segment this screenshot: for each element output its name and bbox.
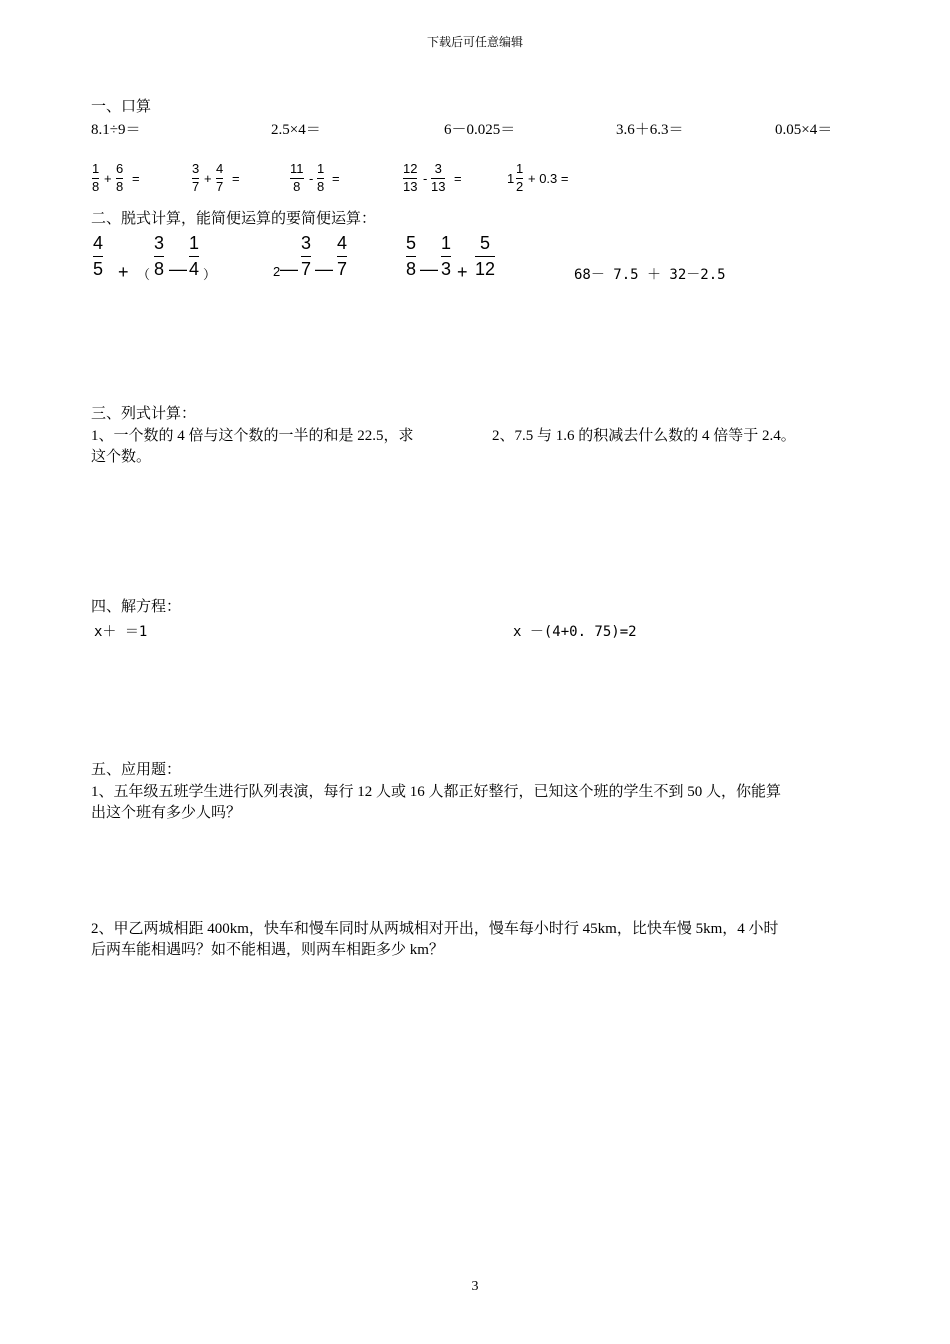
numerator: 1 — [92, 161, 100, 176]
denominator: 7 — [337, 259, 348, 279]
equals-sign: = — [232, 171, 240, 186]
equation-2: x －(4+0. 75)=2 — [513, 624, 637, 640]
whole-number: 1 — [507, 171, 515, 186]
fraction — [216, 162, 223, 194]
numerator: 4 — [93, 233, 104, 253]
right-paren: ） — [203, 267, 217, 282]
numerator: 12 — [403, 161, 418, 176]
minus-sign: — — [315, 259, 333, 279]
plus-sign: + — [118, 262, 129, 282]
numerator: 3 — [301, 233, 312, 253]
numerator: 6 — [116, 161, 124, 176]
denominator: 8 — [293, 179, 301, 194]
denominator: 7 — [301, 259, 312, 279]
minus-sign: - — [309, 171, 314, 186]
numerator: 1 — [441, 233, 452, 253]
problem-1-line-1: 1、五年级五班学生进行队列表演，每行 12 人或 16 人都正好整行，已知这个班的学生不到 50 人，你能算 — [91, 784, 782, 800]
fraction — [441, 233, 451, 279]
fraction-bar — [189, 256, 199, 257]
numerator: 5 — [406, 233, 417, 253]
numerator: 1 — [189, 233, 200, 253]
fraction — [337, 233, 347, 279]
denominator: 13 — [403, 179, 418, 194]
section5-title: 五、应用题： — [91, 762, 182, 778]
oral-item-5: 0.05×4＝ — [775, 122, 833, 138]
equals-sign: = — [132, 171, 140, 186]
equation-1: x＋ ＝1 — [94, 624, 148, 640]
numerator: 3 — [192, 161, 200, 176]
fraction — [93, 233, 103, 279]
fraction — [189, 233, 199, 279]
numerator: 5 — [480, 233, 491, 253]
denominator: 8 — [317, 179, 325, 194]
fraction-bar — [475, 256, 495, 257]
numerator: 4 — [216, 161, 224, 176]
question-1-line-1: 1、一个数的 4 倍与这个数的一半的和是 22.5，求 — [91, 428, 414, 444]
section3-title: 三、列式计算： — [91, 406, 197, 422]
minus-sign: - — [423, 171, 428, 186]
oral-item-3: 6－0.025＝ — [444, 122, 516, 138]
fraction — [317, 162, 324, 194]
number-two: 2 — [273, 264, 281, 279]
fraction-bar — [154, 256, 164, 257]
fraction-bar — [337, 256, 347, 257]
fraction — [116, 162, 123, 194]
denominator: 12 — [475, 259, 496, 279]
oral-item-2: 2.5×4＝ — [271, 122, 321, 138]
denominator: 7 — [192, 179, 200, 194]
oral-item-1: 8.1÷9＝ — [91, 122, 141, 138]
question-2: 2、7.5 与 1.6 的积减去什么数的 4 倍等于 2.4。 — [492, 428, 796, 444]
plus-sign: + — [204, 171, 212, 186]
fraction — [301, 233, 311, 279]
section4-title: 四、解方程： — [91, 599, 182, 615]
oral-item-4: 3.6＋6.3＝ — [616, 122, 684, 138]
fraction-bar — [441, 256, 451, 257]
fraction — [154, 233, 164, 279]
expression-tail: + 0.3 = — [528, 171, 569, 186]
minus-sign: — — [280, 259, 298, 279]
fraction — [406, 233, 416, 279]
denominator: 7 — [216, 179, 224, 194]
denominator: 13 — [431, 179, 446, 194]
problem-2-line-2: 后两车能相遇吗？如不能相遇，则两车相距多少 km？ — [91, 942, 444, 958]
numerator: 1 — [516, 161, 524, 176]
minus-sign: — — [169, 259, 187, 279]
numerator: 4 — [337, 233, 348, 253]
numerator: 11 — [290, 161, 304, 176]
fraction-bar — [93, 256, 103, 257]
numerator: 3 — [154, 233, 165, 253]
section1-title: 一、口算 — [91, 99, 152, 115]
plus-sign: + — [104, 171, 112, 186]
fraction-bar — [301, 256, 311, 257]
numerator: 3 — [434, 161, 442, 176]
question-1-line-2: 这个数。 — [91, 449, 152, 465]
denominator: 8 — [406, 259, 417, 279]
fraction — [92, 162, 99, 194]
page-header: 下载后可任意编辑 — [426, 35, 523, 49]
equals-sign: = — [332, 171, 340, 186]
left-paren: （ — [137, 267, 151, 282]
denominator: 3 — [441, 259, 452, 279]
problem-1-line-2: 出这个班有多少人吗？ — [91, 805, 242, 821]
fraction-bar — [406, 256, 416, 257]
denominator: 5 — [93, 259, 104, 279]
page-number: 3 — [471, 1279, 479, 1294]
denominator: 4 — [189, 259, 200, 279]
fraction — [516, 162, 523, 194]
fraction — [431, 162, 445, 194]
numerator: 1 — [317, 161, 325, 176]
denominator: 2 — [516, 179, 524, 194]
fraction — [403, 162, 417, 194]
minus-sign: — — [420, 259, 438, 279]
equals-sign: = — [454, 171, 462, 186]
problem-2-line-1: 2、甲乙两城相距 400km，快车和慢车同时从两城相对开出，慢车每小时行 45km，比快车慢 5km，4 小时 — [91, 921, 779, 937]
fraction — [290, 162, 304, 194]
denominator: 8 — [92, 179, 100, 194]
denominator: 8 — [154, 259, 165, 279]
expression-4: 68－ 7.5 ＋ 32－2.5 — [574, 267, 726, 283]
denominator: 8 — [116, 179, 124, 194]
fraction — [192, 162, 199, 194]
section2-title: 二、脱式计算，能简便运算的要简便运算： — [91, 211, 377, 227]
plus-sign: + — [457, 262, 468, 282]
fraction — [475, 233, 495, 279]
